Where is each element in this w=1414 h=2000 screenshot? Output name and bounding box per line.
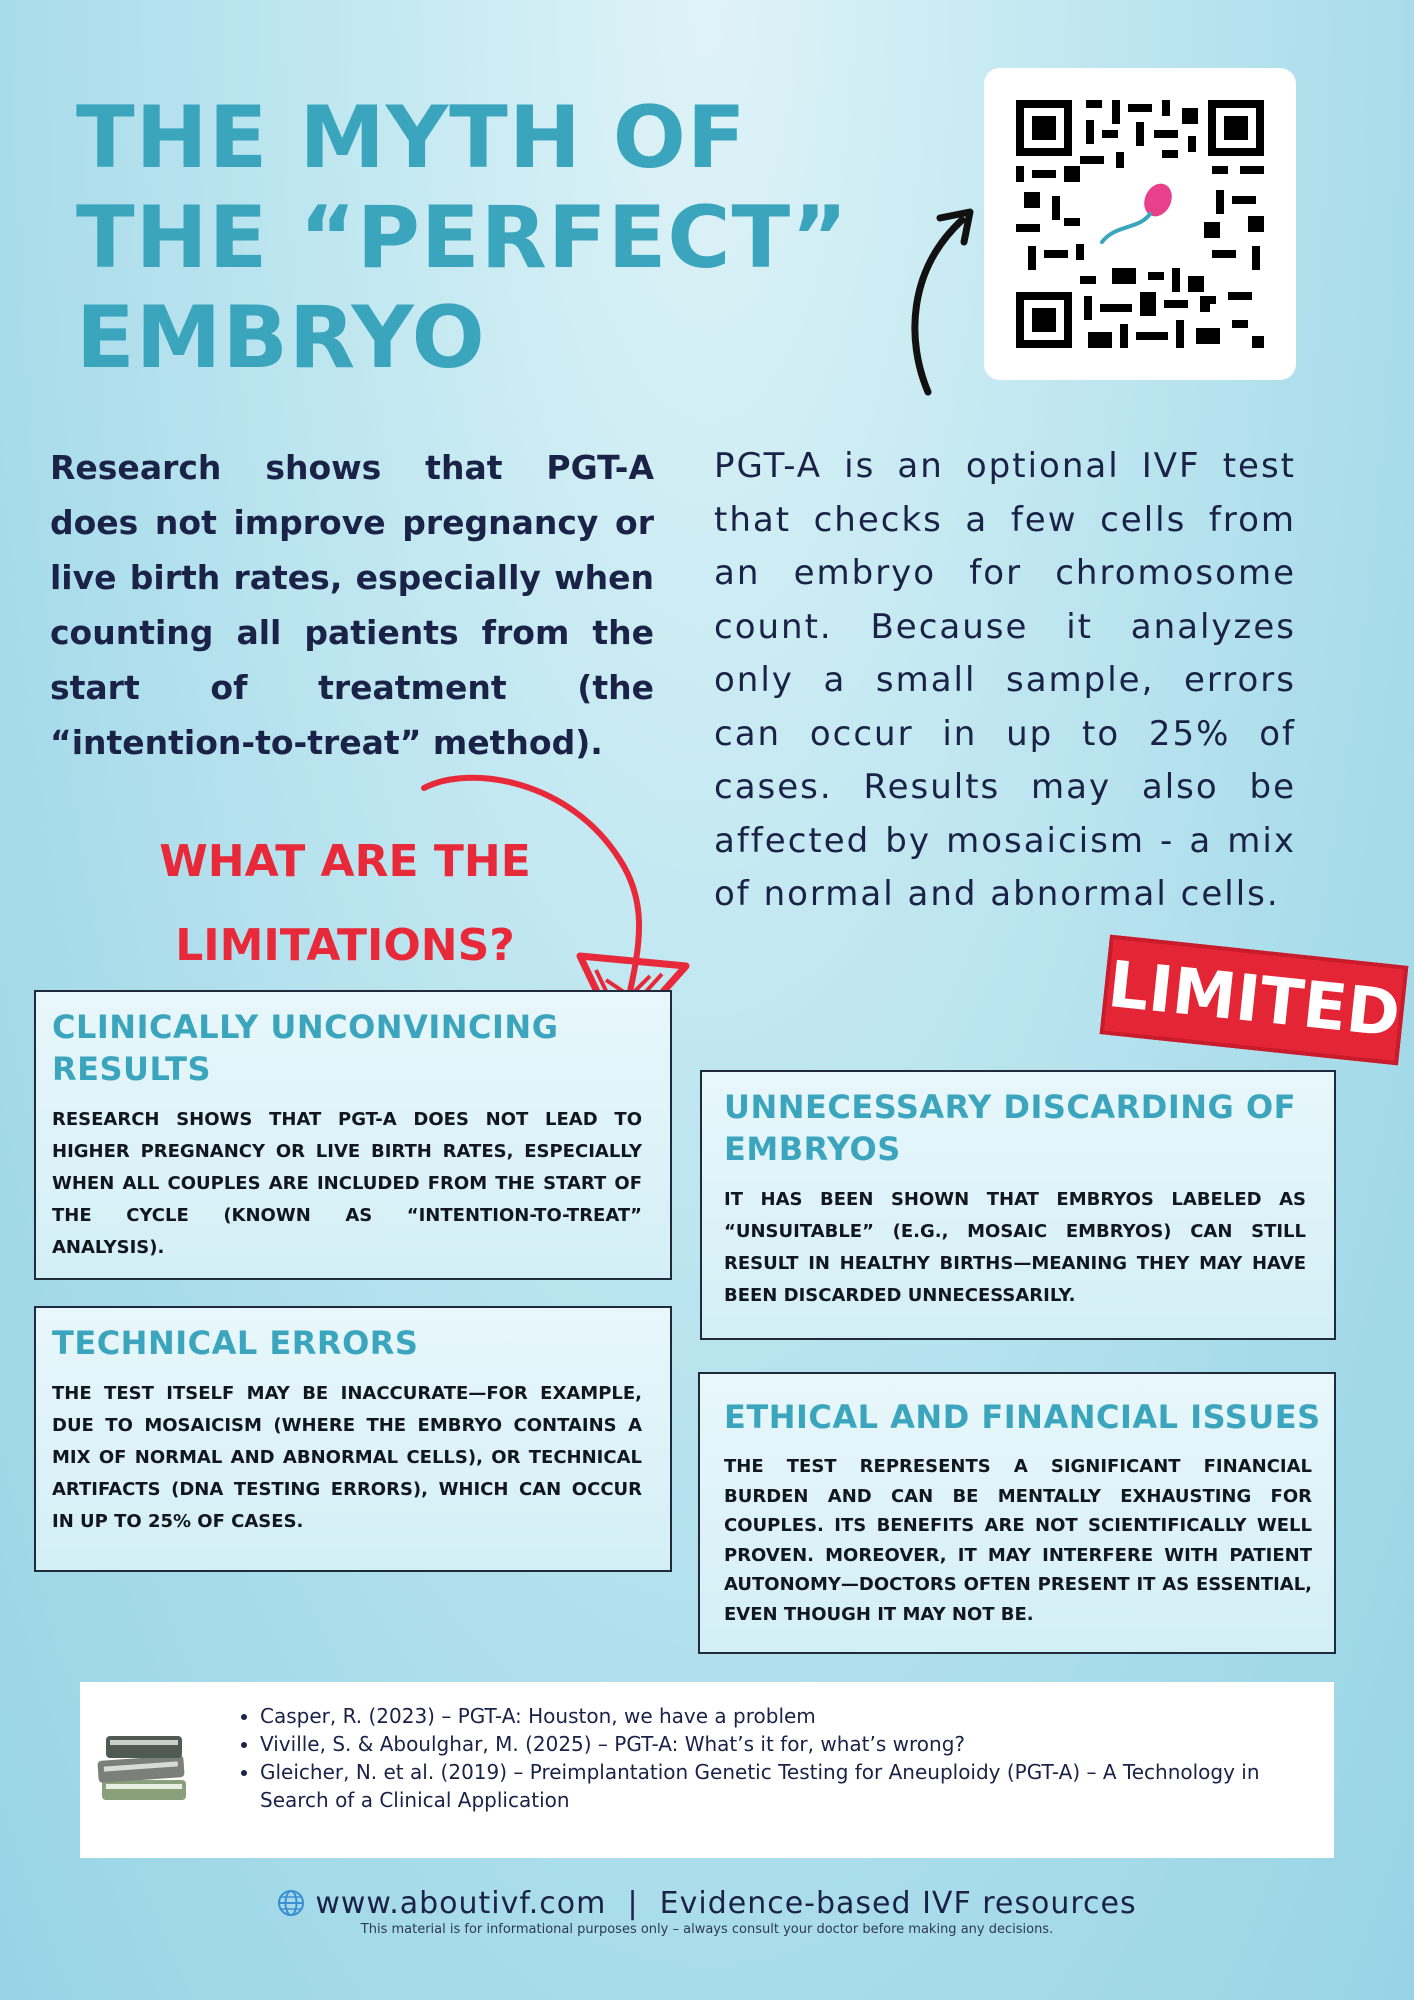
books-icon xyxy=(96,1728,192,1804)
page-title xyxy=(76,88,849,388)
arrow-to-qr-icon xyxy=(900,200,990,400)
reference-item: • Viville, S. & Aboulghar, M. (2025) – PGT-A: What’s it for, what’s wrong? xyxy=(260,1730,1320,1758)
ethical-financial-box xyxy=(698,1372,1336,1654)
qr-code-icon[interactable] xyxy=(1016,100,1264,348)
title-line-1: THE MYTH OF xyxy=(76,88,747,188)
footer-separator: | xyxy=(627,1886,639,1921)
technical-errors-box xyxy=(34,1306,672,1572)
footer xyxy=(0,1884,1414,1924)
limited-stamp: LIMITED xyxy=(1100,935,1409,1066)
references-list xyxy=(240,1702,1320,1814)
website-link[interactable]: www.aboutivf.com xyxy=(315,1886,607,1921)
lead-paragraph: Research shows that PGT-A does not improve pregnancy or live birth rates, especially when counting all patients from the start of treatment (the “intention-to-treat” method). xyxy=(50,448,654,762)
discarding-embryos-title: UNNECESSARY DISCARDING OF EMBRYOS xyxy=(724,1088,1296,1168)
reference-item: • Casper, R. (2023) – PGT-A: Houston, we have a problem xyxy=(260,1702,1320,1730)
clinical-results-title: CLINICALLY UNCONVINCING RESULTS xyxy=(52,1008,559,1088)
limitations-heading xyxy=(130,820,560,988)
globe-icon xyxy=(277,1889,305,1917)
ethical-financial-body: THE TEST REPRESENTS A SIGNIFICANT FINANCIAL BURDEN AND CAN BE MENTALLY EXHAUSTING FOR COUPLES. ITS BENEFITS ARE NOT SCIENTIFICALLY WELL PROVEN. MOREOVER, IT MAY INTERFERE WITH PATIENT AUTONOMY—DOCTORS OFTEN PRESENT IT AS ESSENTIAL, EVEN THOUGH IT MAY NOT BE. xyxy=(724,1456,1312,1625)
footer-tagline: Evidence-based IVF resources xyxy=(659,1886,1137,1921)
clinical-results-body: RESEARCH SHOWS THAT PGT-A DOES NOT LEAD TO HIGHER PREGNANCY OR LIVE BIRTH RATES, ESPECIALLY WHEN ALL COUPLES ARE INCLUDED FROM THE START OF THE CYCLE (KNOWN AS “INTENTION-TO-TREAT” ANALYSIS). xyxy=(52,1109,642,1258)
technical-errors-body: THE TEST ITSELF MAY BE INACCURATE—FOR EXAMPLE, DUE TO MOSAICISM (WHERE THE EMBRYO CONTAINS A MIX OF NORMAL AND ABNORMAL CELLS), OR TECHNICAL ARTIFACTS (DNA TESTING ERRORS), WHICH CAN OCCUR IN UP TO 25% OF CASES. xyxy=(52,1383,642,1532)
discarding-embryos-body: IT HAS BEEN SHOWN THAT EMBRYOS LABELED AS “UNSUITABLE” (E.G., MOSAIC EMBRYOS) CAN STILL RESULT IN HEALTHY BIRTHS—MEANING THEY MAY HAVE BEEN DISCARDED UNNECESSARILY. xyxy=(724,1189,1306,1306)
intro-paragraph: PGT-A is an optional IVF test that checks a few cells from an embryo for chromosome count. Because it analyzes only a small sample, errors can occur in up to 25% of cases. Results may also be affected by mosaicism - a mix of normal and abnormal cells. xyxy=(714,446,1296,914)
title-line-3: EMBRYO xyxy=(76,288,486,388)
disclaimer: This material is for informational purposes only – always consult your doctor before making any decisions. xyxy=(360,1922,1054,1937)
limitations-heading-line-1: WHAT ARE THE xyxy=(159,836,531,887)
discarding-embryos-box xyxy=(700,1070,1336,1340)
limitations-heading-line-2: LIMITATIONS? xyxy=(175,920,515,971)
technical-errors-title: TECHNICAL ERRORS xyxy=(52,1324,419,1362)
title-line-2: THE “PERFECT” xyxy=(76,188,849,288)
reference-item: • Gleicher, N. et al. (2019) – Preimplantation Genetic Testing for Aneuploidy (PGT-A) – A Technology in Search of a Clinical Application xyxy=(260,1758,1320,1814)
ethical-financial-title: ETHICAL AND FINANCIAL ISSUES xyxy=(724,1398,1321,1436)
clinical-results-box xyxy=(34,990,672,1280)
qr-code-card[interactable] xyxy=(984,68,1296,380)
references-panel xyxy=(80,1682,1334,1858)
